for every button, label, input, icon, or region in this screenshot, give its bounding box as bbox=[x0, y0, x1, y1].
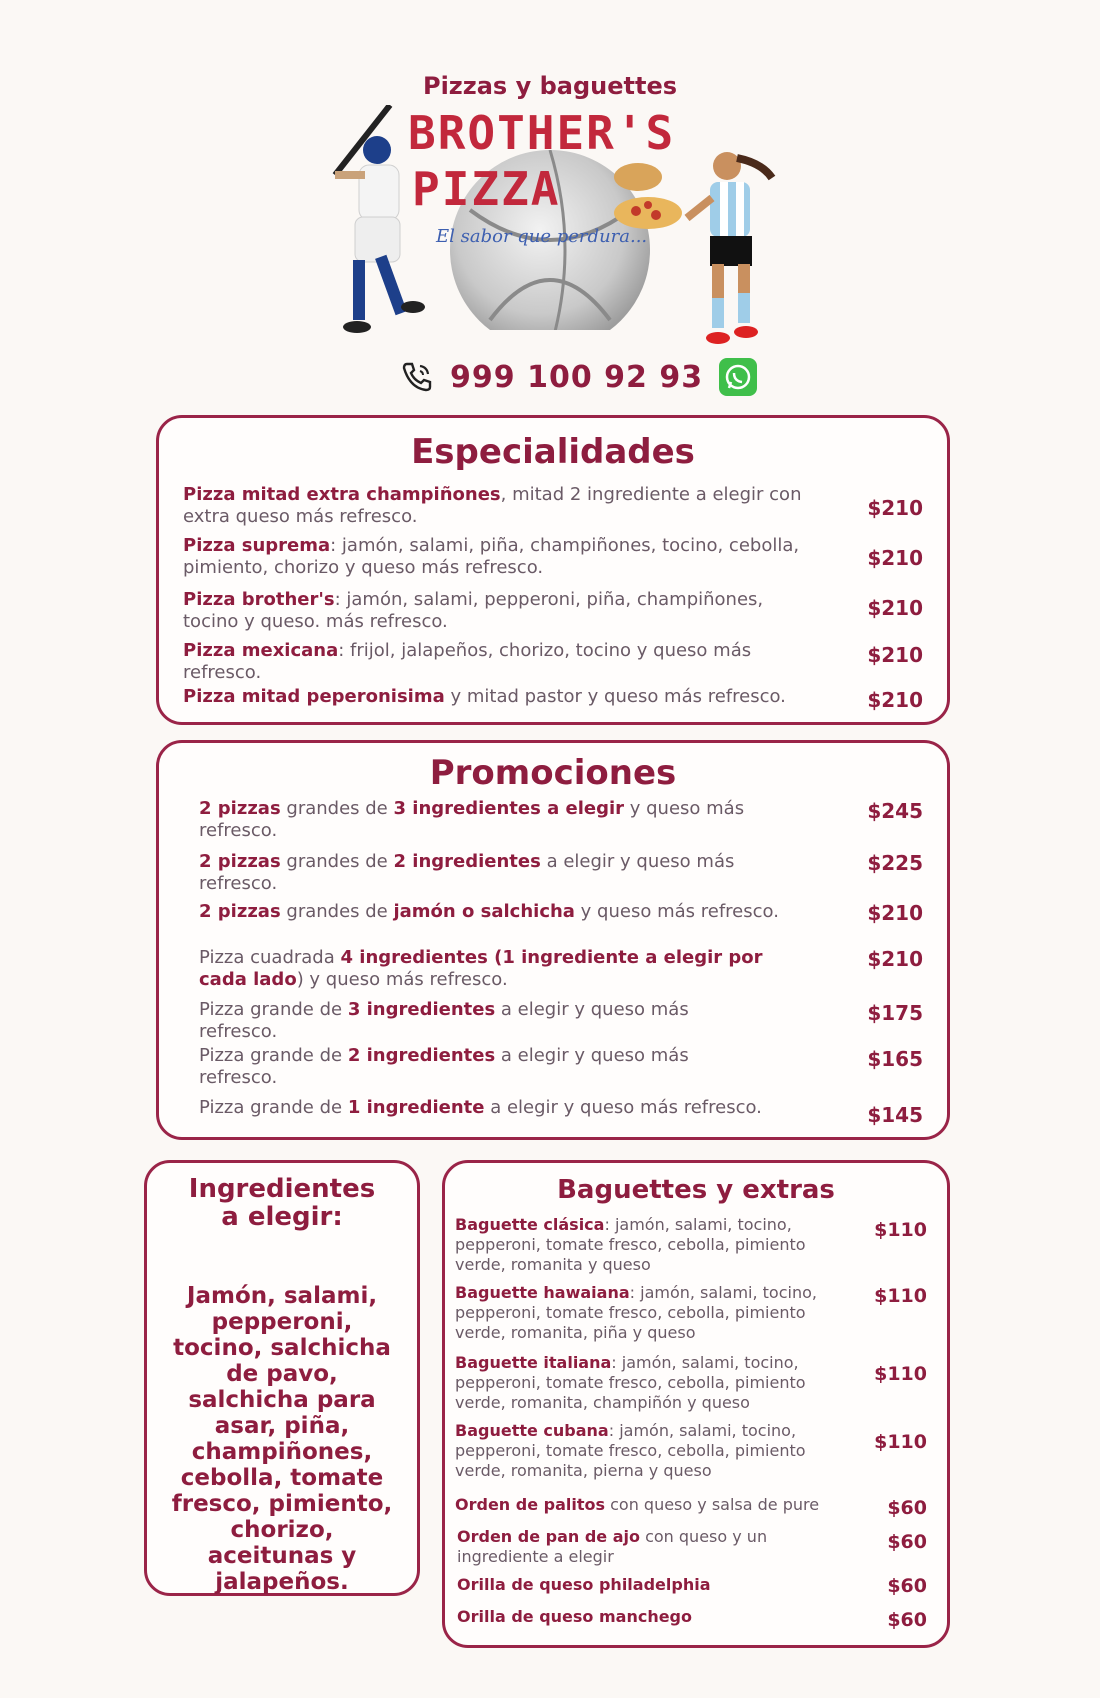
ingredientes-box bbox=[144, 1160, 420, 1596]
item-price: $60 bbox=[887, 1575, 927, 1597]
item-price: $110 bbox=[874, 1219, 927, 1241]
item-desc: y queso más refresco. bbox=[574, 901, 779, 922]
list-item bbox=[455, 1421, 855, 1481]
item-desc: grandes de bbox=[280, 851, 394, 872]
item-desc: : jamón, salami, tocino, pepperoni, tomate fresco, cebolla, pimiento verde, romanita, piña y queso bbox=[455, 1283, 817, 1342]
ingredientes-title bbox=[147, 1175, 417, 1231]
item-name: Baguette clásica bbox=[455, 1215, 605, 1234]
item-price: $110 bbox=[874, 1431, 927, 1453]
item-name: Baguette italiana bbox=[455, 1353, 612, 1372]
list-item bbox=[199, 1045, 759, 1089]
soccer-player-illustration bbox=[682, 148, 782, 358]
item-name: 4 ingredientes (1 ingrediente a elegir por cada lado bbox=[199, 947, 763, 990]
list-item bbox=[199, 1097, 819, 1119]
item-desc: : jamón, salami, tocino, pepperoni, tomate fresco, cebolla, pimiento verde, romanita, champiñón y queso bbox=[455, 1353, 806, 1412]
item-price: $245 bbox=[867, 799, 923, 823]
item-price: $210 bbox=[867, 947, 923, 971]
item-name: 2 ingredientes bbox=[393, 851, 541, 872]
item-price: $210 bbox=[867, 496, 923, 520]
whatsapp-icon[interactable] bbox=[719, 358, 757, 396]
item-desc: ) y queso más refresco. bbox=[296, 969, 508, 990]
item-desc: grandes de bbox=[280, 798, 394, 819]
list-item bbox=[455, 1283, 855, 1343]
item-desc: a elegir y queso más refresco. bbox=[199, 851, 735, 894]
list-item bbox=[457, 1527, 857, 1567]
item-price: $210 bbox=[867, 643, 923, 667]
item-price: $210 bbox=[867, 901, 923, 925]
brand-line-1: BROTHER'S bbox=[408, 106, 676, 160]
list-item bbox=[199, 999, 759, 1043]
especialidades-box bbox=[156, 415, 950, 725]
item-desc: : jamón, salami, piña, champiñones, tocino, cebolla, pimiento, chorizo y queso más refresco. bbox=[183, 535, 800, 578]
tagline: El sabor que perdura... bbox=[436, 226, 648, 247]
item-desc: : frijol, jalapeños, chorizo, tocino y queso más refresco. bbox=[183, 640, 752, 683]
list-item bbox=[183, 589, 823, 633]
item-price: $145 bbox=[867, 1103, 923, 1127]
list-item bbox=[183, 535, 803, 579]
item-price: $60 bbox=[887, 1497, 927, 1519]
item-price: $110 bbox=[874, 1363, 927, 1385]
item-name: 3 ingredientes a elegir bbox=[393, 798, 625, 819]
item-desc: Pizza grande de bbox=[199, 999, 348, 1020]
item-price: $110 bbox=[874, 1285, 927, 1307]
item-name: Pizza suprema bbox=[183, 535, 331, 556]
list-item bbox=[183, 484, 803, 528]
item-desc: a elegir y queso más refresco. bbox=[199, 999, 689, 1042]
item-name: 2 ingredientes bbox=[347, 1045, 496, 1066]
item-name: 2 pizzas bbox=[199, 901, 281, 922]
item-price: $175 bbox=[867, 1001, 923, 1025]
brand-line-2: PIZZA bbox=[412, 162, 561, 216]
item-name: 2 pizzas bbox=[199, 851, 281, 872]
item-name: 1 ingrediente bbox=[347, 1097, 485, 1118]
especialidades-title: Especialidades bbox=[411, 432, 695, 472]
item-name: Orden de pan de ajo bbox=[457, 1527, 640, 1546]
item-name: jamón o salchicha bbox=[393, 901, 575, 922]
list-item bbox=[455, 1495, 875, 1515]
promociones-title: Promociones bbox=[429, 753, 677, 793]
item-price: $165 bbox=[867, 1047, 923, 1071]
item-name: Orilla de queso philadelphia bbox=[457, 1575, 711, 1594]
baguettes-title: Baguettes y extras bbox=[557, 1175, 835, 1205]
item-desc: : jamón, salami, pepperoni, piña, champiñones, tocino y queso. más refresco. bbox=[183, 589, 764, 632]
list-item bbox=[457, 1607, 857, 1627]
list-item bbox=[457, 1575, 857, 1595]
list-item bbox=[183, 686, 843, 708]
item-desc: y mitad pastor y queso más refresco. bbox=[444, 686, 786, 707]
item-desc: grandes de bbox=[280, 901, 394, 922]
item-desc: Pizza grande de bbox=[199, 1045, 348, 1066]
list-item bbox=[199, 901, 779, 923]
list-item bbox=[455, 1215, 855, 1275]
item-name: Orilla de queso manchego bbox=[457, 1607, 692, 1626]
list-item bbox=[183, 640, 803, 684]
item-price: $60 bbox=[887, 1531, 927, 1553]
item-desc: Pizza cuadrada bbox=[199, 947, 341, 968]
item-desc: a elegir y queso más refresco. bbox=[199, 1045, 689, 1088]
item-name: Baguette cubana bbox=[455, 1421, 609, 1440]
list-item bbox=[455, 1353, 855, 1413]
item-name: Pizza brother's bbox=[183, 589, 335, 610]
item-desc: con queso y salsa de pure bbox=[605, 1495, 820, 1514]
item-name: Baguette hawaiana bbox=[455, 1283, 630, 1302]
baseball-player-illustration bbox=[315, 105, 435, 345]
list-item bbox=[199, 851, 799, 895]
list-item bbox=[199, 798, 799, 842]
item-desc: : jamón, salami, tocino, pepperoni, tomate fresco, cebolla, pimiento verde, romanita y queso bbox=[455, 1215, 806, 1274]
item-name: Pizza mitad peperonisima bbox=[183, 686, 445, 707]
ingredientes-title-line-2: a elegir: bbox=[221, 1202, 343, 1232]
item-name: 3 ingredientes bbox=[347, 999, 496, 1020]
baguettes-box bbox=[442, 1160, 950, 1648]
item-desc: y queso más refresco. bbox=[199, 798, 745, 841]
list-item bbox=[199, 947, 779, 991]
phone-row bbox=[400, 355, 757, 399]
item-desc: Pizza grande de bbox=[199, 1097, 348, 1118]
item-desc: : jamón, salami, tocino, pepperoni, tomate fresco, cebolla, pimiento verde, romanita, pierna y queso bbox=[455, 1421, 806, 1480]
item-price: $60 bbox=[887, 1609, 927, 1631]
subtitle: Pizzas y baguettes bbox=[422, 72, 677, 100]
item-desc: con queso y un ingrediente a elegir bbox=[457, 1527, 768, 1566]
item-name: Pizza mitad extra champiñones bbox=[183, 484, 501, 505]
item-price: $210 bbox=[867, 596, 923, 620]
menu-header bbox=[0, 0, 1100, 400]
pizza-illustration bbox=[608, 155, 688, 235]
ingredientes-title-line-1: Ingredientes bbox=[188, 1174, 376, 1204]
item-name: Orden de palitos bbox=[455, 1495, 606, 1514]
item-desc: , mitad 2 ingrediente a elegir con extra queso más refresco. bbox=[183, 484, 802, 527]
item-desc: a elegir y queso más refresco. bbox=[484, 1097, 762, 1118]
item-price: $225 bbox=[867, 851, 923, 875]
item-name: Pizza mexicana bbox=[183, 640, 339, 661]
item-price: $210 bbox=[867, 688, 923, 712]
ingredientes-list: Jamón, salami, pepperoni, tocino, salchicha de pavo, salchicha para asar, piña, champiñones, cebolla, tomate fresco, pimiento, chorizo, aceitunas y jalapeños. bbox=[171, 1283, 393, 1595]
phone-number[interactable]: 999 100 92 93 bbox=[450, 359, 704, 395]
item-name: 2 pizzas bbox=[199, 798, 281, 819]
phone-icon[interactable] bbox=[400, 360, 434, 394]
promociones-box bbox=[156, 740, 950, 1140]
item-price: $210 bbox=[867, 546, 923, 570]
